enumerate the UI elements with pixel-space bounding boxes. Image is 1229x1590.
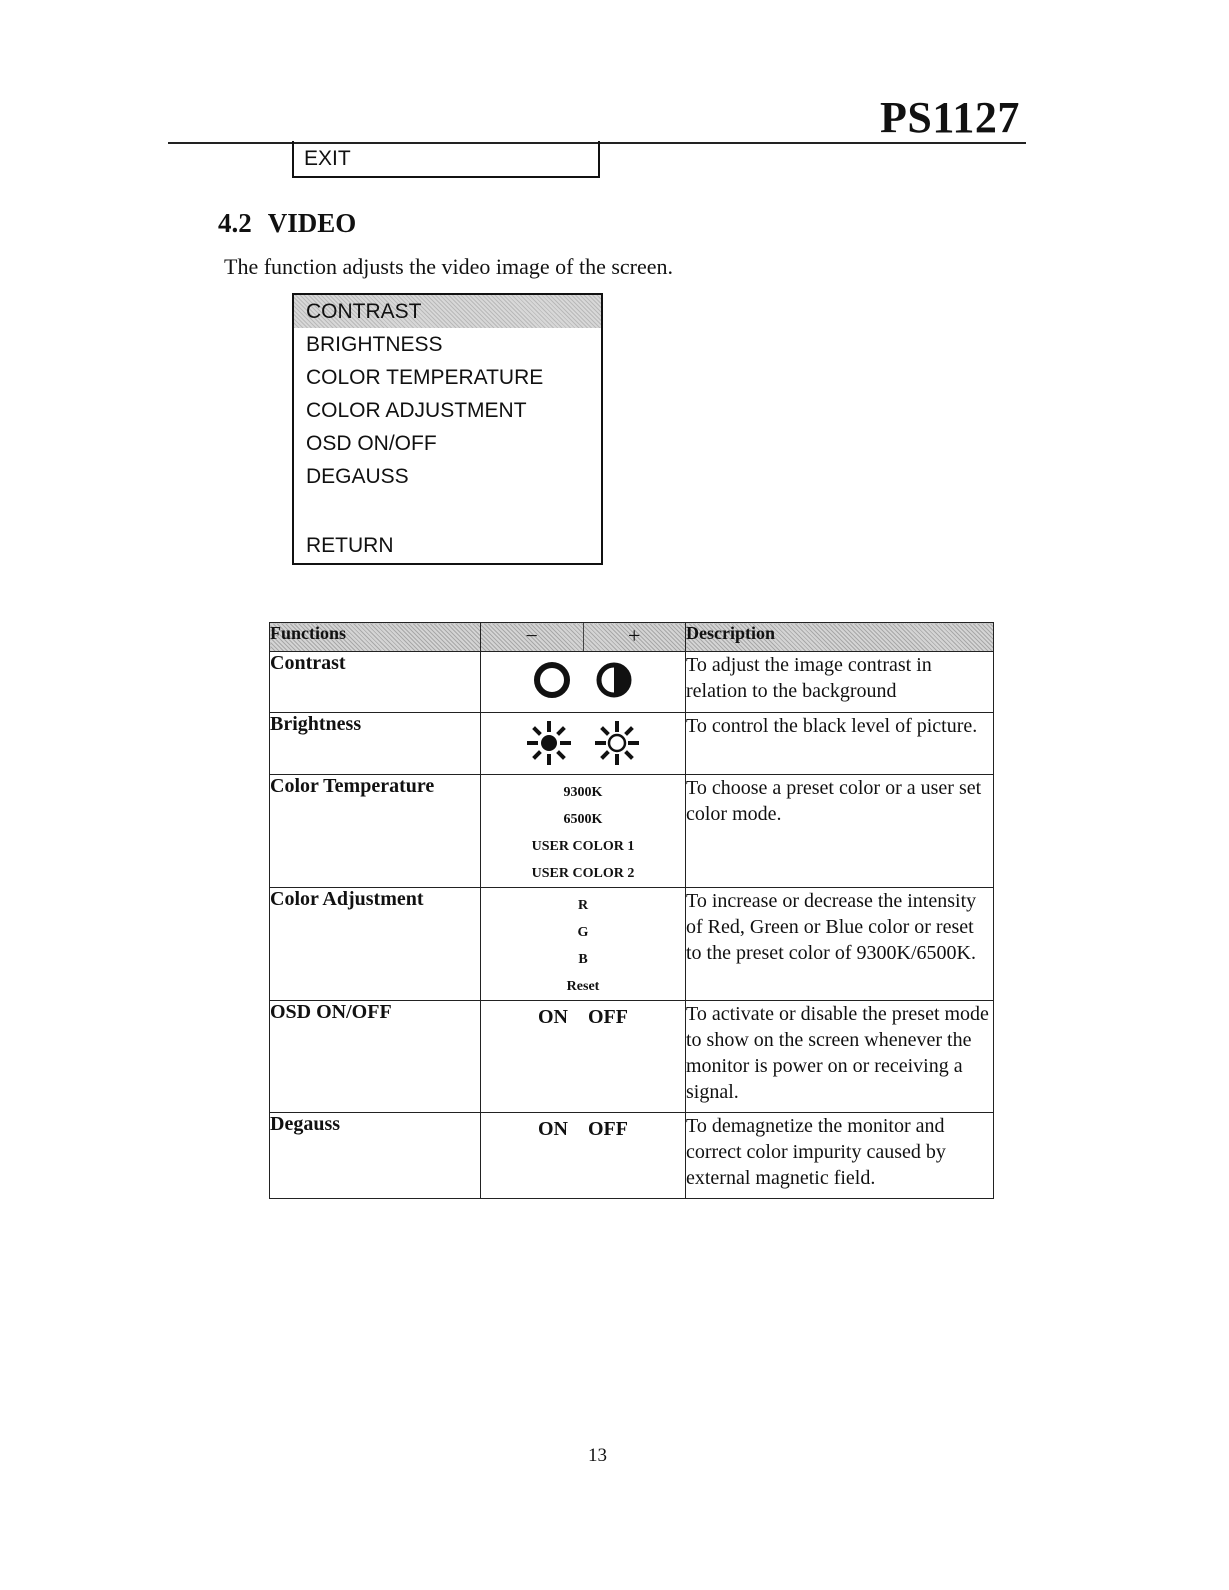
header-plus: + — [628, 623, 641, 648]
function-name: Color Adjustment — [270, 888, 481, 1001]
table-row — [270, 1113, 994, 1199]
function-name: OSD ON/OFF — [270, 1001, 481, 1113]
option-off: OFF — [588, 1006, 628, 1028]
description-cell: To activate or disable the preset mode to show on the screen whenever the monitor is power on or receiving a signal. — [686, 1001, 994, 1113]
table-header-row — [270, 623, 994, 652]
description-cell: To demagnetize the monitor and correct color impurity caused by external magnetic field. — [686, 1113, 994, 1199]
osd-menu-diagram — [292, 293, 603, 565]
section-heading — [218, 208, 356, 239]
option-off: OFF — [588, 1118, 628, 1140]
brightness-high-icon — [594, 719, 640, 767]
function-name: Degauss — [270, 1113, 481, 1199]
option-user-color-1: USER COLOR 1 — [531, 839, 635, 854]
control-cell — [481, 775, 686, 888]
section-number: 4.2 — [218, 208, 252, 238]
contrast-high-icon — [594, 658, 634, 702]
section-intro: The function adjusts the video image of the screen. — [224, 254, 674, 279]
osd-menu-item-color-temperature: COLOR TEMPERATURE — [306, 366, 544, 389]
option-on: ON — [538, 1118, 568, 1140]
header-minus: − — [481, 623, 584, 651]
option-6500k: 6500K — [563, 812, 603, 827]
section-title: VIDEO — [267, 208, 357, 238]
control-cell — [481, 713, 686, 775]
control-cell — [481, 888, 686, 1001]
function-name: Color Temperature — [270, 775, 481, 888]
header-functions: Functions — [270, 623, 481, 652]
option-user-color-2: USER COLOR 2 — [531, 866, 635, 881]
osd-menu-item-color-adjustment: COLOR ADJUSTMENT — [306, 399, 527, 422]
brightness-low-icon — [526, 719, 572, 767]
description-cell: To choose a preset color or a user set color mode. — [686, 775, 994, 888]
osd-menu-item-degauss: DEGAUSS — [306, 465, 409, 488]
table-row — [270, 713, 994, 775]
control-cell — [481, 652, 686, 713]
exit-label: EXIT — [304, 147, 351, 170]
option-b: B — [578, 952, 588, 967]
description-cell: To adjust the image contrast in relation to the background — [686, 652, 994, 713]
control-cell — [481, 1001, 686, 1113]
option-9300k: 9300K — [563, 785, 603, 800]
function-name: Brightness — [270, 713, 481, 775]
option-g: G — [577, 925, 589, 940]
table-row — [270, 888, 994, 1001]
osd-menu-item-return: RETURN — [306, 534, 394, 557]
header-description: Description — [686, 623, 994, 652]
header-controls — [481, 623, 686, 652]
option-reset: Reset — [566, 979, 600, 994]
model-title: PS1127 — [880, 93, 1020, 142]
function-name: Contrast — [270, 652, 481, 713]
table-row — [270, 775, 994, 888]
option-r: R — [577, 898, 589, 913]
osd-menu-item-osd-onoff: OSD ON/OFF — [306, 432, 437, 455]
contrast-low-icon — [532, 658, 572, 702]
description-cell: To control the black level of picture. — [686, 713, 994, 775]
exit-menu-box — [292, 141, 600, 178]
functions-table — [269, 622, 994, 1199]
osd-menu-item-contrast: CONTRAST — [294, 295, 601, 328]
osd-menu-item-brightness: BRIGHTNESS — [306, 333, 443, 356]
description-cell: To increase or decrease the intensity of Red, Green or Blue color or reset to the preset color of 9300K/6500K. — [686, 888, 994, 1001]
table-row — [270, 652, 994, 713]
control-cell — [481, 1113, 686, 1199]
option-on: ON — [538, 1006, 568, 1028]
page-number: 13 — [588, 1445, 607, 1466]
table-row — [270, 1001, 994, 1113]
